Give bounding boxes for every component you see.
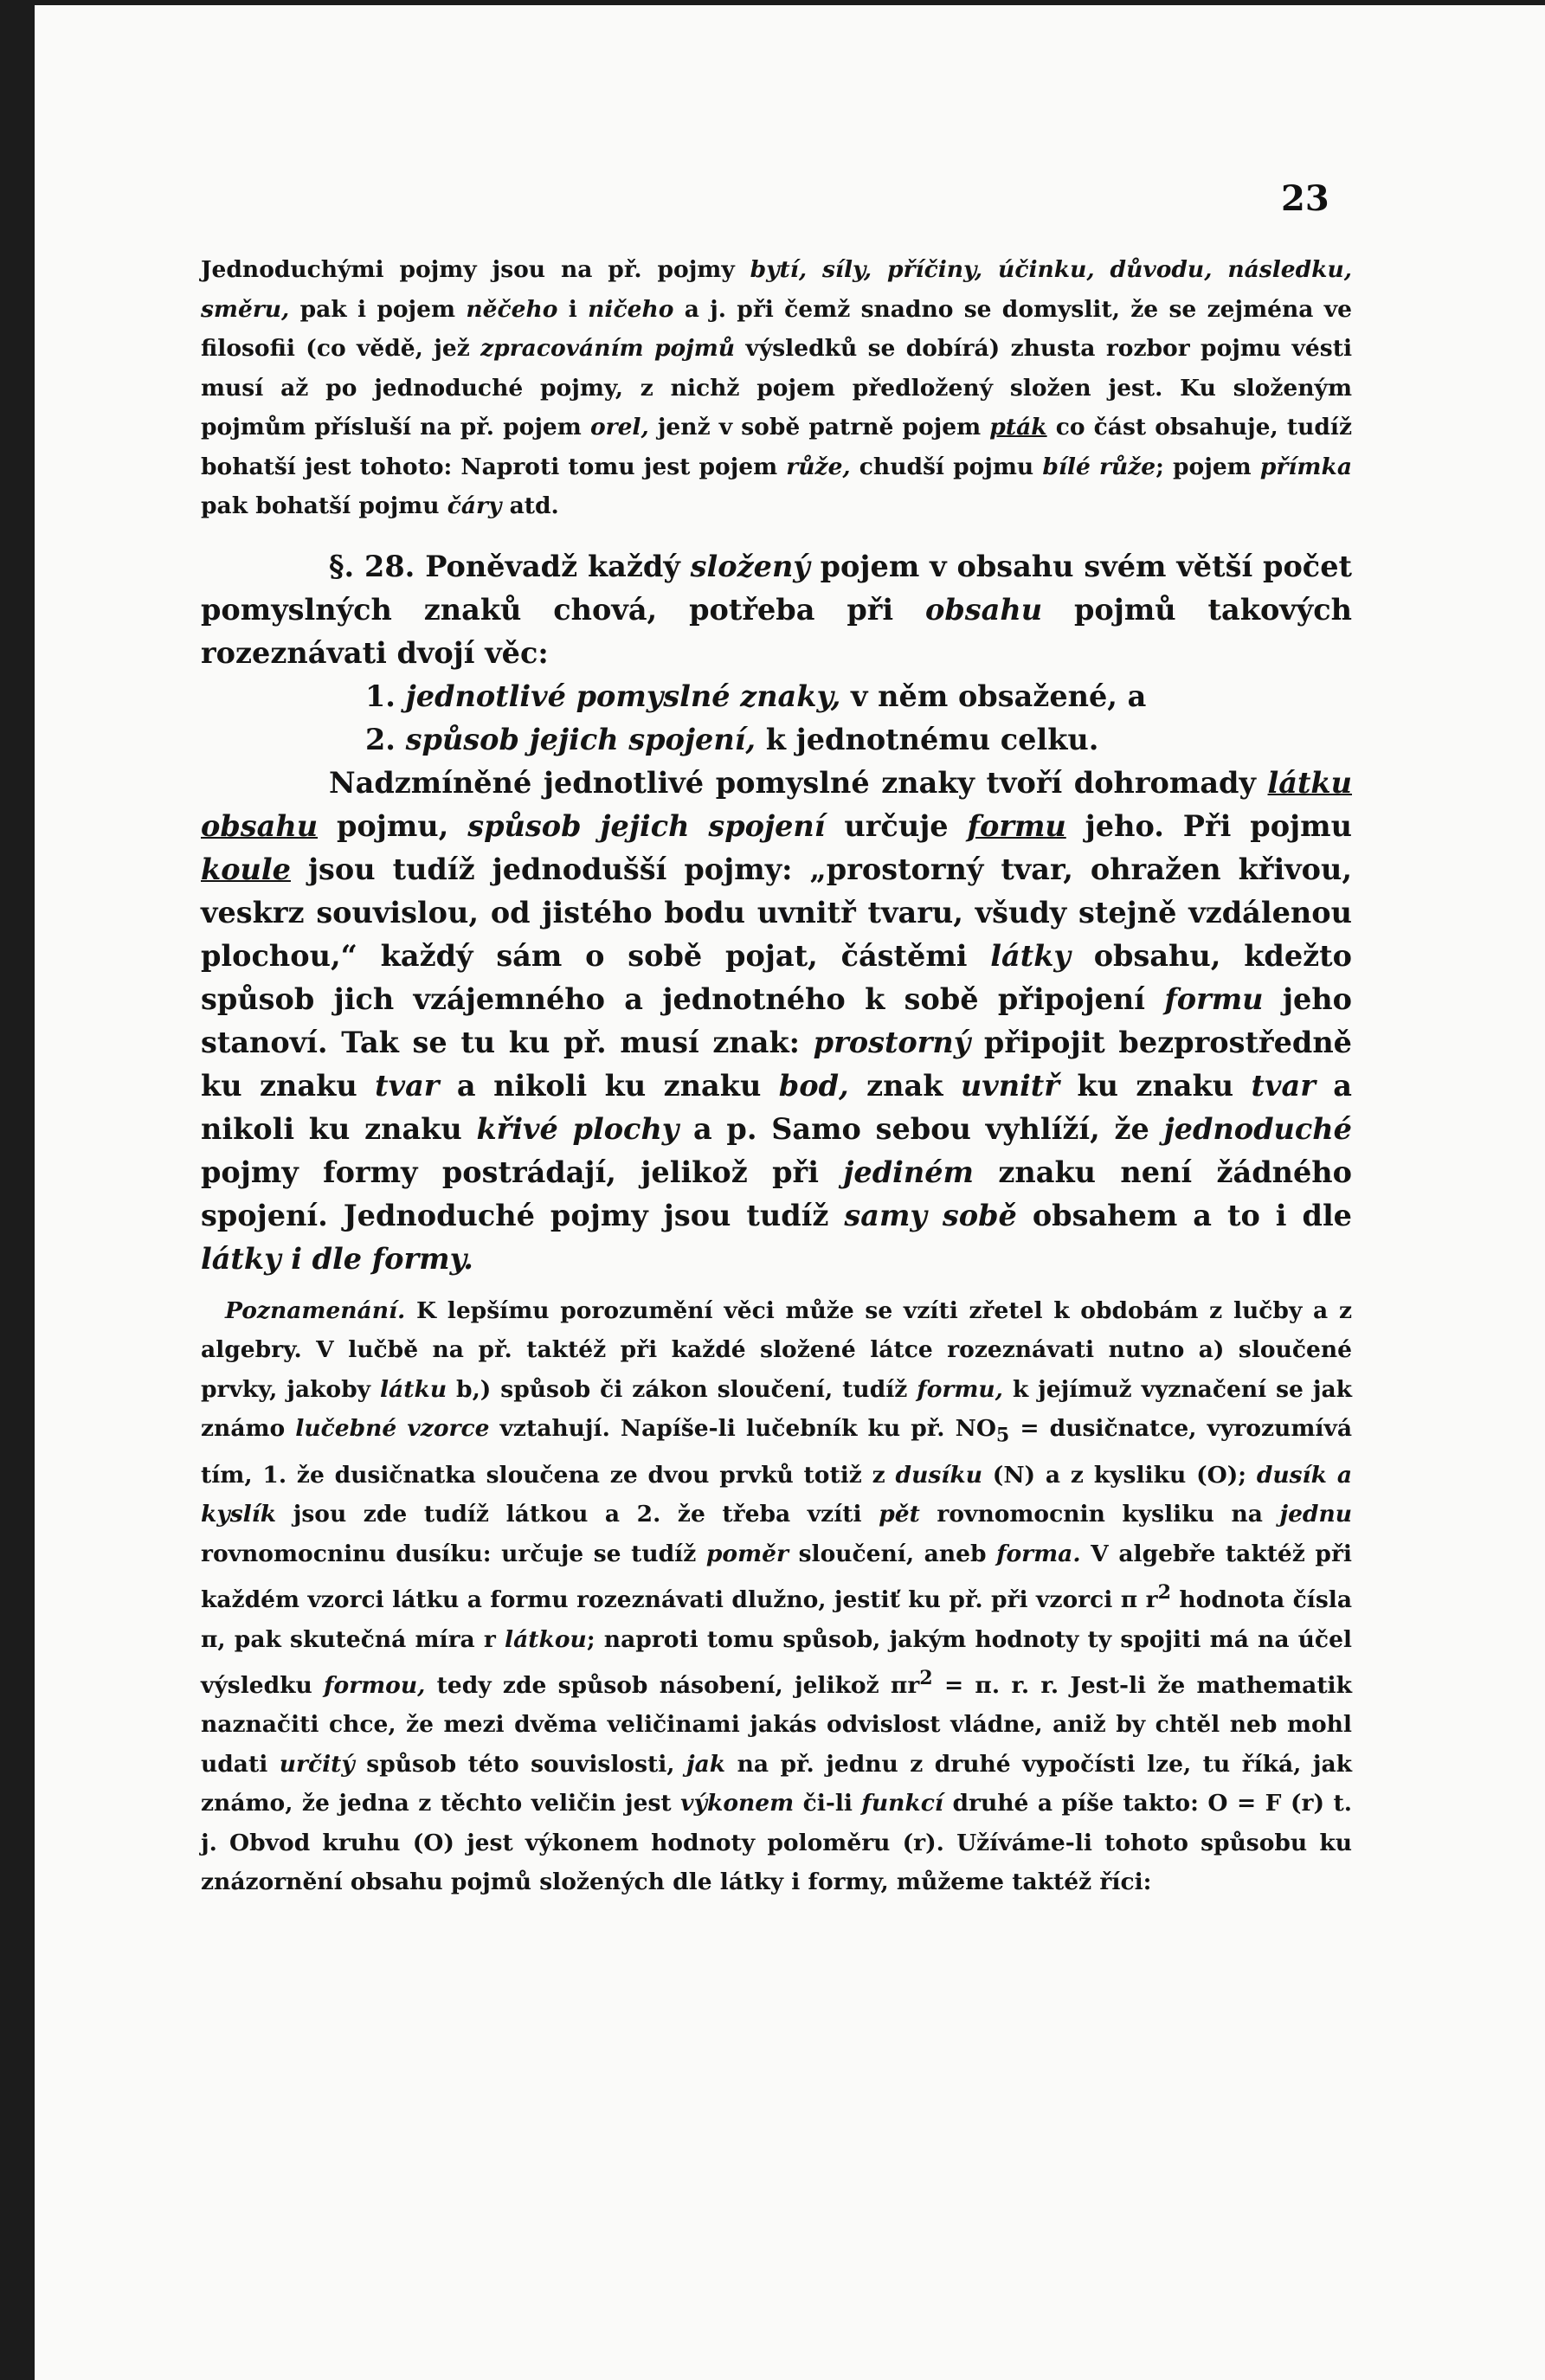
text-run: ; pojem: [1156, 453, 1260, 480]
book-page: [35, 5, 1545, 2380]
italic-run: spůsob jejich spojení: [467, 808, 826, 843]
italic-run: látku: [379, 1375, 447, 1403]
paragraph-simple-concepts: [201, 250, 1352, 526]
italic-run: dusík a kyslík: [201, 1461, 1352, 1528]
text-run: k jednotnému celku.: [756, 722, 1099, 756]
text-run: co část obsahuje, tudíž bohatší jest tohoto: Naproti tomu jest pojem: [201, 414, 1352, 480]
text-run: pojmů takových rozeznávati dvojí věc:: [201, 592, 1352, 670]
italic-run: formu: [967, 808, 1066, 843]
italic-run: jak: [686, 1750, 726, 1778]
italic-run: látku obsahu: [201, 765, 1352, 843]
paragraph-remark: [201, 1291, 1352, 1902]
italic-run: jediném: [843, 1155, 974, 1189]
italic-run: čáry: [447, 492, 502, 519]
text-run: výsledků se dobírá) zhusta rozbor pojmu vésti musí až po jednoduché pojmy, z nichž pojem předložený složen jest. Ku složeným pojmům přísluší na př. pojem: [201, 335, 1353, 441]
text-run: chudší pojmu: [850, 453, 1043, 480]
italic-run: obsahu: [925, 592, 1043, 627]
italic-run: bílé růže: [1042, 453, 1156, 480]
text-run: na př. jednu z druhé vypočísti lze, tu říká, jak známo, že jedna z těchto veličin jest: [201, 1750, 1352, 1817]
italic-run: látky: [990, 938, 1071, 973]
text-run: obsahu, kdežto spůsob jich vzájemného a jednotného k sobě připojení: [201, 938, 1352, 1016]
text-run: ku znaku: [1059, 1068, 1252, 1103]
text-run: i: [557, 295, 589, 323]
text-run: = dusičnatce, vyrozumívá tím, 1. že dusičnatka sloučena ze dvou prvků totiž z: [201, 1415, 1352, 1489]
italic-run: funkcí: [861, 1790, 943, 1817]
italic-run: formou,: [324, 1671, 426, 1699]
italic-run: orel,: [589, 414, 649, 441]
item-number: 1.: [365, 679, 406, 713]
italic-run: samy sobě: [844, 1198, 1017, 1232]
text-run: vztahují. Napíše-li lučebník ku př. NO: [489, 1415, 996, 1442]
italic-run: formu,: [917, 1375, 1003, 1403]
italic-run: tvar: [375, 1068, 440, 1103]
text-run: jeho stanoví. Tak se tu ku př. musí znak:: [201, 981, 1352, 1059]
italic-run: jednoduché: [1163, 1111, 1352, 1146]
paragraph-matter-form: [201, 762, 1352, 1281]
text-run: rovnomocnin kysliku na: [919, 1501, 1280, 1528]
text-run: jsou zde tudíž látkou a 2. že třeba vzíti: [276, 1501, 879, 1528]
italic-run: poměr: [705, 1540, 789, 1567]
text-run: rovnomocninu dusíku: určuje se tudíž: [201, 1540, 706, 1567]
item-number: 2.: [365, 722, 406, 756]
text-run: znak: [848, 1068, 961, 1103]
italic-run: něčeho: [466, 295, 558, 323]
text-run: spůsob této souvislosti,: [354, 1750, 686, 1778]
list-item-2: [201, 718, 1352, 762]
italic-run: křivé plochy: [476, 1111, 679, 1146]
paragraph-section-28: [201, 545, 1352, 675]
italic-run: růže,: [786, 453, 851, 480]
italic-run: dusíku: [895, 1461, 982, 1489]
italic-run: látkou: [505, 1625, 587, 1653]
italic-run: lučebné vzorce: [295, 1415, 490, 1442]
italic-run: přímka: [1259, 453, 1352, 480]
text-run: V algebře taktéž při každém vzorci látku a formu rozeznávati dlužno, jestiť ku př. při vzorci π r: [201, 1540, 1352, 1614]
text-run: a nikoli ku znaku: [201, 1068, 1353, 1146]
text-run: k jejímuž vyznačení se jak známo: [201, 1375, 1352, 1442]
text-run: §. 28. Poněvadž každý: [329, 549, 691, 583]
italic-run: určitý: [279, 1750, 355, 1778]
text-run: Jednoduchými pojmy jsou na př. pojmy: [201, 256, 750, 283]
italic-run: koule: [201, 852, 291, 886]
text-run: znaku není žádného spojení. Jednoduché pojmy jsou tudíž: [201, 1155, 1353, 1232]
italic-run: jednotlivé pomyslné znaky,: [405, 679, 841, 713]
italic-run: formu: [1164, 981, 1264, 1016]
italic-run: ničeho: [588, 295, 674, 323]
italic-run: spůsob jejich spojení,: [405, 722, 756, 756]
italic-run: uvnitř: [960, 1068, 1059, 1103]
italic-run: Poznamenání.: [225, 1296, 406, 1324]
text-run: připojit bezprostředně ku znaku: [201, 1025, 1352, 1103]
text-run: obsahem a to i dle: [1016, 1198, 1352, 1232]
italic-run: pět: [879, 1501, 920, 1528]
italic-run: bod,: [778, 1068, 849, 1103]
text-run: Nadzmíněné jednotlivé pomyslné znaky tvoří dohromady: [329, 765, 1268, 800]
text-run: = π. r. r. Jest-li že mathematik naznačiti chce, že mezi dvěma veličinami jakás odvislost vládne, aniž by chtěl neb mohl udati: [201, 1671, 1352, 1778]
page-text: [201, 250, 1352, 1902]
text-run: ; naproti tomu spůsob, jakým hodnoty ty spojiti má na účel výsledku: [201, 1625, 1352, 1699]
italic-run: tvar: [1251, 1068, 1316, 1103]
italic-run: prostorný: [813, 1025, 971, 1059]
text-run: pojmu,: [318, 808, 468, 843]
italic-run: látky i dle formy.: [201, 1241, 473, 1276]
text-run: a nikoli ku znaku: [439, 1068, 779, 1103]
text-run: hodnota čísla π, pak skutečná míra r: [201, 1586, 1353, 1653]
list-item-1: [201, 675, 1352, 718]
text-run: určuje: [825, 808, 968, 843]
text-run: v něm obsažené, a: [840, 679, 1147, 713]
italic-run: výkonem: [680, 1790, 795, 1817]
subscript: 5: [995, 1424, 1010, 1447]
italic-run: pták: [989, 414, 1047, 441]
text-run: druhé a píše takto: O = F (r) t. j. Obvod kruhu (O) jest výkonem hodnoty poloměru (r). Užíváme-li tohoto spůsobu ku znázornění obsahu pojmů složených dle látky i formy, můžeme taktéž říci:: [201, 1790, 1352, 1896]
text-run: a j. při čemž snadno se domyslit, že se zejména ve filosofii (co vědě, jež: [201, 295, 1352, 362]
text-run: (N) a z kysliku (O);: [982, 1461, 1257, 1489]
italic-run: jednu: [1279, 1501, 1352, 1528]
text-run: sloučení, aneb: [788, 1540, 997, 1567]
page-number: 23: [1281, 178, 1329, 219]
text-run: či-li: [794, 1790, 862, 1817]
italic-run: bytí, síly, příčiny, účinku, důvodu, následku, směru,: [201, 256, 1352, 323]
text-run: K lepšímu porozumění věci může se vzíti zřetel k obdobám z lučby a z algebry. V lučbě na př. taktéž při každé složené látce rozeznávati nutno a) sloučené prvky, jakoby: [201, 1296, 1352, 1403]
text-run: pak bohatší pojmu: [201, 492, 447, 519]
text-run: jeho. Při pojmu: [1065, 808, 1352, 843]
superscript: 2: [919, 1667, 933, 1690]
text-run: jsou tudíž jednodušší pojmy: „prostorný tvar, ohražen křivou, veskrz souvislou, od jistého bodu uvnitř tvaru, všudy stejně vzdálenou plochou,“ každý sám o sobě pojat, částěmi: [201, 852, 1352, 973]
italic-run: složený: [690, 549, 810, 583]
text-run: jenž v sobě patrně pojem: [648, 414, 990, 441]
text-run: b,) spůsob či zákon sloučení, tudíž: [447, 1375, 917, 1403]
text-run: atd.: [501, 492, 559, 519]
text-run: a p. Samo sebou vyhlíží, že: [679, 1111, 1164, 1146]
superscript: 2: [1157, 1581, 1171, 1605]
text-run: pojmy formy postrádají, jelikož při: [201, 1155, 844, 1189]
text-run: pak i pojem: [289, 295, 467, 323]
text-run: tedy zde spůsob násobení, jelikož πr: [425, 1671, 920, 1699]
italic-run: zpracováním pojmů: [480, 335, 736, 362]
italic-run: forma.: [996, 1540, 1081, 1567]
text-run: pojem v obsahu svém větší počet pomyslných znaků chová, potřeba při: [201, 549, 1352, 627]
